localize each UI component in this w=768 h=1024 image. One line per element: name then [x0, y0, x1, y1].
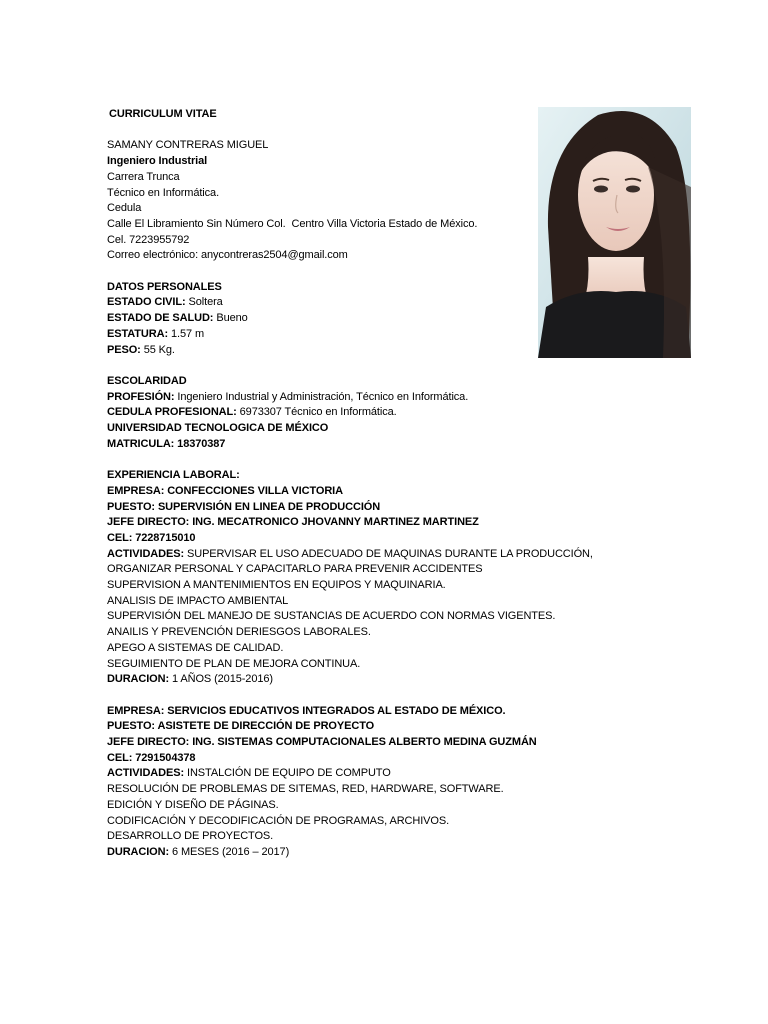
enrollment: MATRICULA: 18370387	[107, 437, 226, 450]
job1-activity: SEGUIMIENTO DE PLAN DE MEJORA CONTINUA.	[107, 657, 361, 670]
job2-duration	[107, 845, 627, 861]
email: Correo electrónico: anycontreras2504@gmail.com	[107, 249, 348, 262]
job1-activity-first: SUPERVISAR EL USO ADECUADO DE MAQUINAS DURANTE LA PRODUCCIÓN,	[184, 547, 593, 560]
spacer	[107, 358, 627, 374]
profession-value: Ingeniero Industrial y Administración, Técnico en Informática.	[174, 390, 469, 403]
university: UNIVERSIDAD TECNOLOGICA DE MÉXICO	[107, 422, 329, 435]
job1-duration-label: DURACION:	[107, 673, 170, 686]
job2-duration-label: DURACION:	[107, 845, 170, 858]
civil-status-label: ESTADO CIVIL:	[107, 296, 186, 309]
cedula-line: Cedula	[107, 202, 142, 215]
job2-duration-value: 6 MESES (2016 – 2017)	[169, 845, 290, 858]
education-heading: ESCOLARIDAD	[107, 374, 187, 387]
job1-activities	[107, 547, 627, 563]
person-name: SAMANY CONTRERAS MIGUEL	[107, 139, 269, 152]
job1-position: PUESTO: SUPERVISIÓN EN LINEA DE PRODUCCIÓN	[107, 500, 381, 513]
weight-value: 55 Kg.	[140, 343, 175, 356]
job2-activity: CODIFICACIÓN Y DECODIFICACIÓN DE PROGRAMAS, ARCHIVOS.	[107, 814, 450, 827]
job2-activities	[107, 766, 627, 782]
job1-activity: ANAILIS Y PREVENCIÓN DERIESGOS LABORALES.	[107, 626, 371, 639]
job1-duration-value: 1 AÑOS (2015-2016)	[169, 673, 273, 686]
job1-company: EMPRESA: CONFECCIONES VILLA VICTORIA	[107, 484, 343, 497]
experience-heading: EXPERIENCIA LABORAL:	[107, 469, 240, 482]
job2-activity: EDICIÓN Y DISEÑO DE PÁGINAS.	[107, 798, 279, 811]
job2-cel: CEL: 7291504378	[107, 751, 196, 764]
phone: Cel. 7223955792	[107, 233, 190, 246]
professional-cedula-value: 6973307 Técnico en Informática.	[236, 406, 397, 419]
spacer	[107, 452, 627, 468]
degree-note: Carrera Trunca	[107, 170, 180, 183]
job1-activity: ANALISIS DE IMPACTO AMBIENTAL	[107, 594, 289, 607]
spacer	[107, 688, 627, 704]
job1-activity: APEGO A SISTEMAS DE CALIDAD.	[107, 641, 284, 654]
address: Calle El Libramiento Sin Número Col. Centro Villa Victoria Estado de México.	[107, 217, 478, 230]
height-value: 1.57 m	[168, 327, 205, 340]
job2-activity: RESOLUCIÓN DE PROBLEMAS DE SITEMAS, RED, HARDWARE, SOFTWARE.	[107, 783, 504, 796]
job1-boss: JEFE DIRECTO: ING. MECATRONICO JHOVANNY MARTINEZ MARTINEZ	[107, 516, 479, 529]
profile-photo	[538, 107, 691, 358]
health-status-label: ESTADO DE SALUD:	[107, 312, 214, 325]
job2-activity-first: INSTALCIÓN DE EQUIPO DE COMPUTO	[184, 767, 391, 780]
job2-boss: JEFE DIRECTO: ING. SISTEMAS COMPUTACIONALES ALBERTO MEDINA GUZMÁN	[107, 736, 537, 749]
professional-cedula-label: CEDULA PROFESIONAL:	[107, 406, 237, 419]
degree: Ingeniero Industrial	[107, 155, 208, 168]
right-eye	[626, 186, 640, 193]
job2-activity: DESARROLLO DE PROYECTOS.	[107, 830, 274, 843]
technical-degree: Técnico en Informática.	[107, 186, 220, 199]
weight-label: PESO:	[107, 343, 141, 356]
profession-label: PROFESIÓN:	[107, 390, 175, 403]
left-eye	[594, 186, 608, 193]
job1-activity: ORGANIZAR PERSONAL Y CAPACITARLO PARA PREVENIR ACCIDENTES	[107, 563, 483, 576]
portrait-illustration	[538, 107, 691, 358]
job2-activities-label: ACTIVIDADES:	[107, 767, 185, 780]
personal-data-heading: DATOS PERSONALES	[107, 280, 222, 293]
job1-cel: CEL: 7228715010	[107, 531, 196, 544]
cv-title: CURRICULUM VITAE	[109, 108, 217, 120]
civil-status-value: Soltera	[185, 296, 223, 309]
job1-activity: SUPERVISIÓN DEL MANEJO DE SUSTANCIAS DE ACUERDO CON NORMAS VIGENTES.	[107, 610, 556, 623]
job1-duration	[107, 672, 627, 688]
job2-company: EMPRESA: SERVICIOS EDUCATIVOS INTEGRADOS AL ESTADO DE MÉXICO.	[107, 704, 506, 717]
profession	[107, 390, 627, 406]
height-label: ESTATURA:	[107, 327, 169, 340]
job1-activities-label: ACTIVIDADES:	[107, 547, 185, 560]
health-status-value: Bueno	[213, 312, 248, 325]
job1-activity: SUPERVISION A MANTENIMIENTOS EN EQUIPOS Y MAQUINARIA.	[107, 579, 446, 592]
professional-cedula	[107, 405, 627, 421]
job2-position: PUESTO: ASISTETE DE DIRECCIÓN DE PROYECTO	[107, 720, 375, 733]
